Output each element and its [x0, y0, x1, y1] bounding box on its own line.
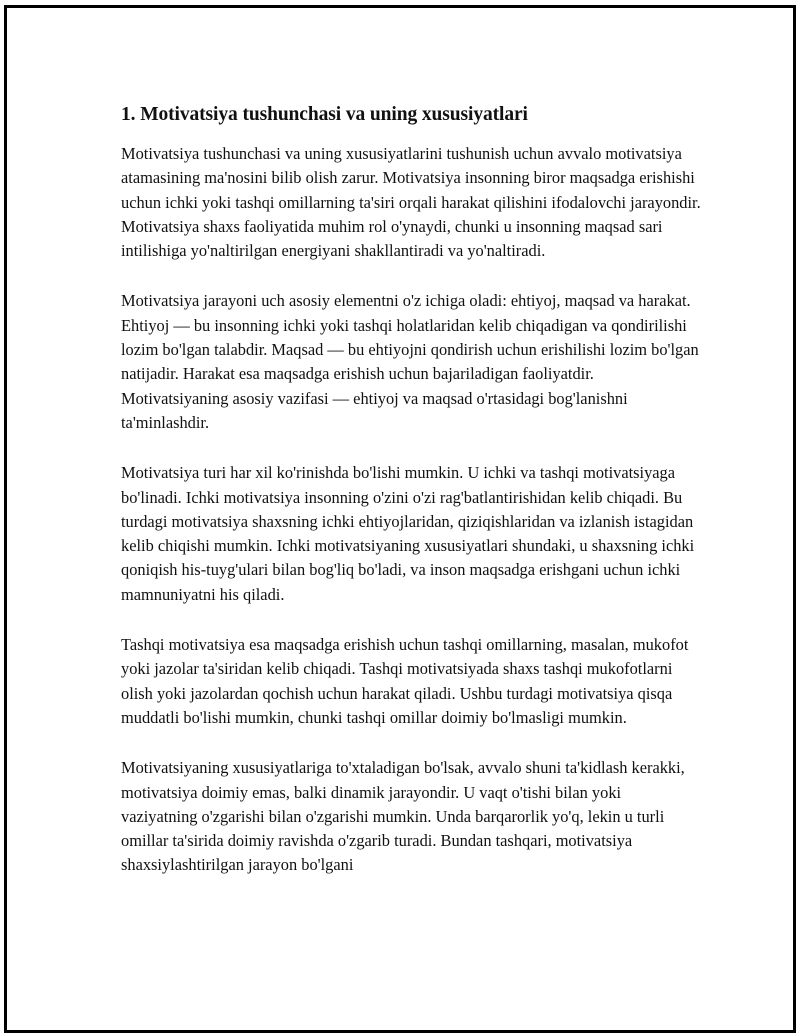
- section-heading: 1. Motivatsiya tushunchasi va uning xususiyatlari: [121, 104, 528, 125]
- paragraph-5: Motivatsiyaning xususiyatlariga to'xtaladigan bo'lsak, avvalo shuni ta'kidlash kerakki, motivatsiya doimiy emas, balki dinamik jarayondir. U vaqt o'tishi bilan yoki vaziyatning o'zgarishi bilan o'zgarishi mumkin. Unda barqarorlik yo'q, lekin u turli omillar ta'sirida doimiy ravishda o'zgarib turadi. Bundan tashqari, motivatsiya shaxsiylashtirilgan jarayon bo'lgani: [121, 758, 685, 875]
- document-body: [121, 101, 701, 904]
- paragraph-1: Motivatsiya tushunchasi va uning xususiyatlarini tushunish uchun avvalo motivatsiya atamasining ma'nosini bilib olish zarur. Motivatsiya insonning biror maqsadga erishishi uchun ichki yoki tashqi omillarning ta'siri orqali harakat qilishini ifodalovchi jarayondir. Motivatsiya shaxs faoliyatida muhim rol o'ynaydi, chunki u insonning maqsad sari intilishiga yo'naltirilgan energiyani shakllantiradi va yo'naltiradi.: [121, 144, 701, 261]
- page-frame: [4, 5, 796, 1033]
- paragraph-3: Motivatsiya turi har xil ko'rinishda bo'lishi mumkin. U ichki va tashqi motivatsiyaga bo'linadi. Ichki motivatsiya insonning o'zini o'zi rag'batlantirishidan kelib chiqadi. Bu turdagi motivatsiya shaxsning ichki ehtiyojlaridan, qiziqishlaridan va izlanish istagidan kelib chiqishi mumkin. Ichki motivatsiyaning xususiyatlari shundaki, u shaxsning ichki qoniqish his-tuyg'ulari bilan bog'liq bo'ladi, va inson maqsadga erishgani uchun ichki mamnuniyatni his qiladi.: [121, 463, 695, 604]
- paragraph-4: Tashqi motivatsiya esa maqsadga erishish uchun tashqi omillarning, masalan, mukofot yoki jazolar ta'siridan kelib chiqadi. Tashqi motivatsiyada shaxs tashqi mukofotlarni olish yoki jazolardan qochish uchun harakat qiladi. Ushbu turdagi motivatsiya qisqa muddatli bo'lishi mumkin, chunki tashqi omillar doimiy bo'lmasligi mumkin.: [121, 635, 689, 727]
- paragraph-2: Motivatsiya jarayoni uch asosiy elementni o'z ichiga oladi: ehtiyoj, maqsad va harakat. Ehtiyoj — bu insonning ichki yoki tashqi holatlaridan kelib chiqadigan va qondirilishi lozim bo'lgan talabdir. Maqsad — bu ehtiyojni qondirish uchun erishilishi lozim bo'lgan natijadir. Harakat esa maqsadga erishish uchun bajariladigan faoliyatdir. Motivatsiyaning asosiy vazifasi — ehtiyoj va maqsad o'rtasidagi bog'lanishni ta'minlashdir.: [121, 291, 699, 432]
